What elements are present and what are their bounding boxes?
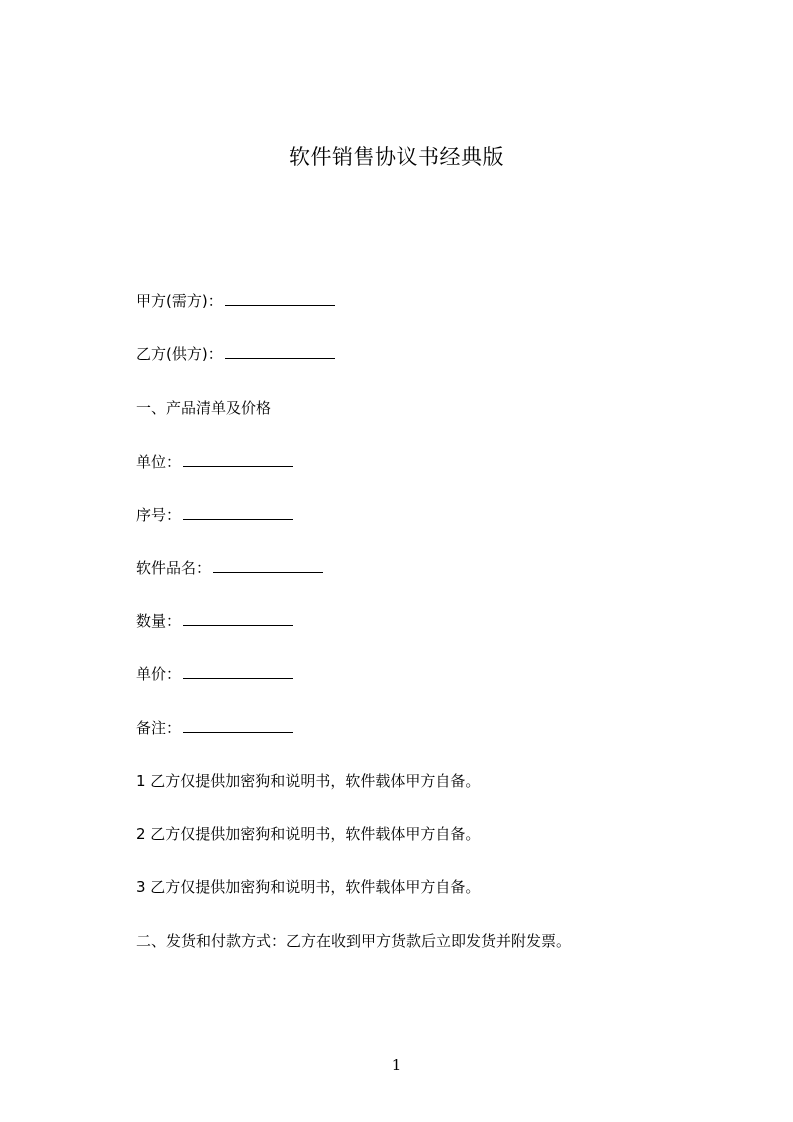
serial-line — [136, 504, 293, 526]
party-b-line — [136, 343, 335, 365]
note-3: 3 乙方仅提供加密狗和说明书，软件载体甲方自备。 — [136, 878, 481, 896]
party-a-line — [136, 290, 335, 312]
unit-price-label: 单价： — [136, 665, 182, 683]
unit-price-line — [136, 663, 293, 685]
note-1: 1 乙方仅提供加密狗和说明书，软件载体甲方自备。 — [136, 772, 481, 790]
software-name-blank — [213, 560, 323, 573]
unit-line — [136, 451, 293, 473]
party-a-label: 甲方(需方)： — [136, 292, 223, 310]
quantity-line — [136, 610, 293, 632]
software-name-line — [136, 557, 323, 579]
serial-label: 序号： — [136, 506, 182, 524]
software-name-label: 软件品名： — [136, 559, 212, 577]
party-b-blank — [225, 346, 335, 359]
note-2: 2 乙方仅提供加密狗和说明书，软件载体甲方自备。 — [136, 825, 481, 843]
party-a-blank — [225, 293, 335, 306]
section2-text: 二、发货和付款方式：乙方在收到甲方货款后立即发货并附发票。 — [136, 932, 572, 950]
section1-heading: 一、产品清单及价格 — [136, 399, 272, 417]
page-number: 1 — [391, 1056, 402, 1074]
unit-blank — [183, 454, 293, 467]
serial-blank — [183, 507, 293, 520]
remarks-line — [136, 717, 293, 739]
remarks-blank — [183, 720, 293, 733]
quantity-label: 数量： — [136, 612, 182, 630]
document-title: 软件销售协议书经典版 — [289, 145, 504, 169]
remarks-label: 备注： — [136, 719, 182, 737]
unit-price-blank — [183, 666, 293, 679]
unit-label: 单位： — [136, 453, 182, 471]
party-b-label: 乙方(供方)： — [136, 345, 223, 363]
quantity-blank — [183, 613, 293, 626]
